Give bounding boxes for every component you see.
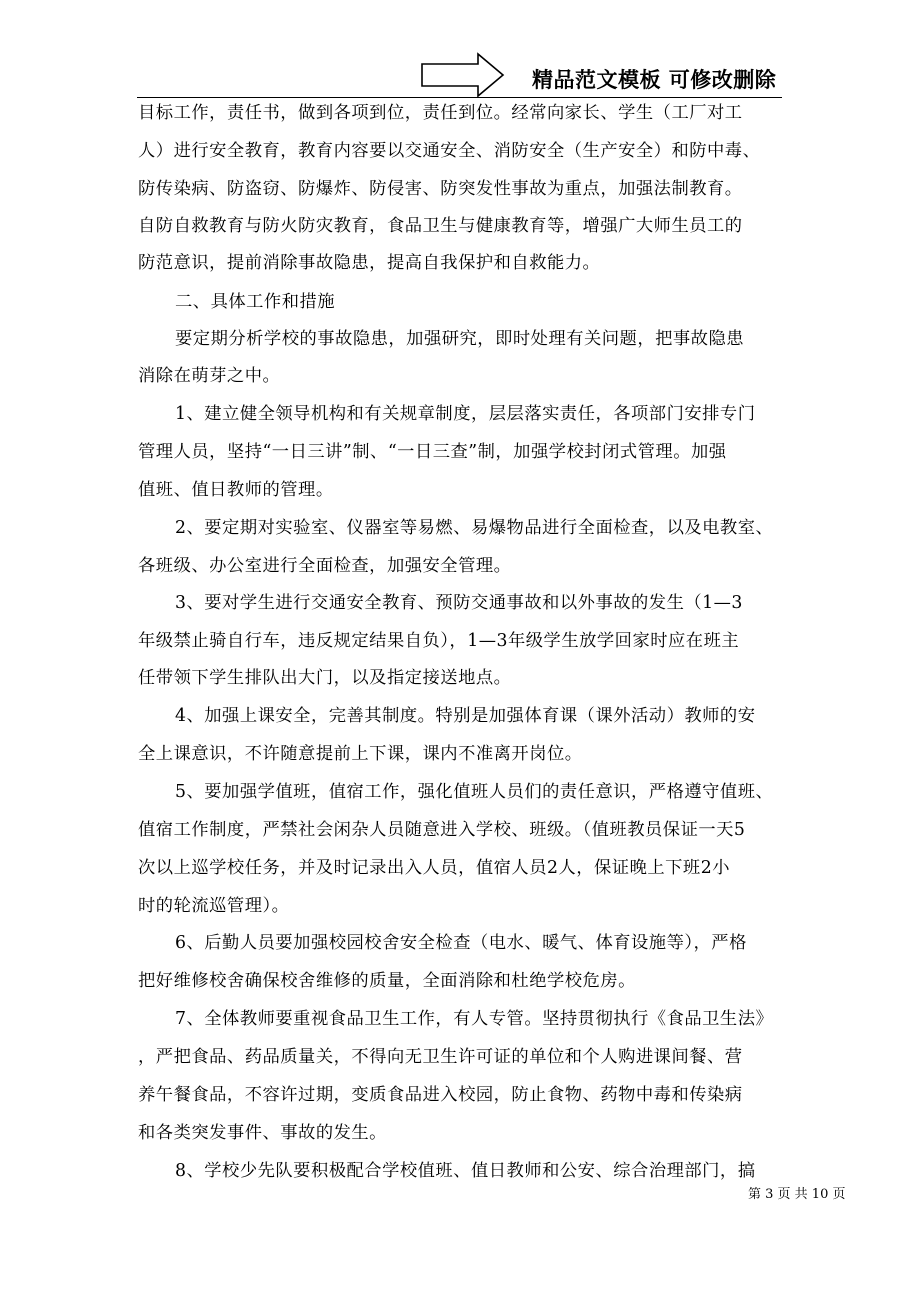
body-text-line: 3、要对学生进行交通安全教育、预防交通事故和以外事故的发生（1—3 <box>175 593 743 613</box>
page-number: 第 3 页 共 10 页 <box>748 1187 846 1202</box>
header-title: 精品范文模板 可修改删除 <box>532 68 777 92</box>
body-text-line: 值班、值日教师的管理。 <box>138 480 334 500</box>
body-text-line: 防传染病、防盗窃、防爆炸、防侵害、防突发性事故为重点，加强法制教育。 <box>138 179 743 199</box>
body-text-line: 把好维修校舍确保校舍维修的质量，全面消除和杜绝学校危房。 <box>138 971 636 991</box>
body-text-line: 2、要定期对实验室、仪器室等易燃、易爆物品进行全面检查，以及电教室、 <box>175 518 774 538</box>
body-text-line: 要定期分析学校的事故隐患，加强研究，即时处理有关问题，把事故隐患 <box>175 329 745 349</box>
body-text-line: 和各类突发事件、事故的发生。 <box>138 1123 387 1143</box>
body-text-line: 养午餐食品，不容许过期，变质食品进入校园，防止食物、药物中毒和传染病 <box>138 1085 743 1105</box>
body-text-line: 二、具体工作和措施 <box>175 292 336 312</box>
body-text-line: 任带领下学生排队出大门，以及指定接送地点。 <box>138 668 512 688</box>
body-text-line: 各班级、办公室进行全面检查，加强安全管理。 <box>138 556 512 576</box>
body-text-line: 目标工作，责任书，做到各项到位，责任到位。经常向家长、学生（工厂对工 <box>138 103 743 123</box>
body-text-line: 防范意识，提前消除事故隐患，提高自我保护和自救能力。 <box>138 253 601 273</box>
body-text-line: 5、要加强学值班，值宿工作，强化值班人员们的责任意识，严格遵守值班、 <box>175 782 774 802</box>
body-text-line: 次以上巡学校任务，并及时记录出入人员，值宿人员2人，保证晚上下班2小 <box>138 858 730 878</box>
body-text-line: 自防自救教育与防火防灾教育，食品卫生与健康教育等，增强广大师生员工的 <box>138 216 743 236</box>
body-text-line: 1、建立健全领导机构和有关规章制度，层层落实责任，各项部门安排专门 <box>175 404 756 424</box>
body-text-line: 全上课意识，不许随意提前上下课，课内不准离开岗位。 <box>138 744 583 764</box>
body-text-line: 值宿工作制度，严禁社会闲杂人员随意进入学校、班级。（值班教员保证一天5 <box>138 820 746 840</box>
body-text-line: 4、加强上课安全，完善其制度。特别是加强体育课（课外活动）教师的安 <box>175 706 756 726</box>
body-text-line: 消除在萌芽之中。 <box>138 366 281 386</box>
body-text-line: 人）进行安全教育，教育内容要以交通安全、消防安全（生产安全）和防中毒、 <box>138 141 761 161</box>
body-text-line: 7、全体教师要重视食品卫生工作，有人专管。坚持贯彻执行《食品卫生法》 <box>175 1009 774 1029</box>
arrow-right-icon <box>420 52 506 98</box>
page-header <box>0 0 920 100</box>
body-text-line: 管理人员，坚持“一日三讲”制、“一日三查”制，加强学校封闭式管理。加强 <box>138 442 727 462</box>
body-text-line: 8、学校少先队要积极配合学校值班、值日教师和公安、综合治理部门，搞 <box>175 1161 756 1181</box>
body-text-line: 时的轮流巡管理）。 <box>138 896 290 916</box>
body-text-line: 6、后勤人员要加强校园校舍安全检查（电水、暖气、体育设施等），严格 <box>175 933 747 953</box>
body-text-line: ，严把食品、药品质量关，不得向无卫生许可证的单位和个人购进课间餐、营 <box>138 1047 743 1067</box>
body-text-line: 年级禁止骑自行车，违反规定结果自负），1—3年级学生放学回家时应在班主 <box>138 631 740 651</box>
